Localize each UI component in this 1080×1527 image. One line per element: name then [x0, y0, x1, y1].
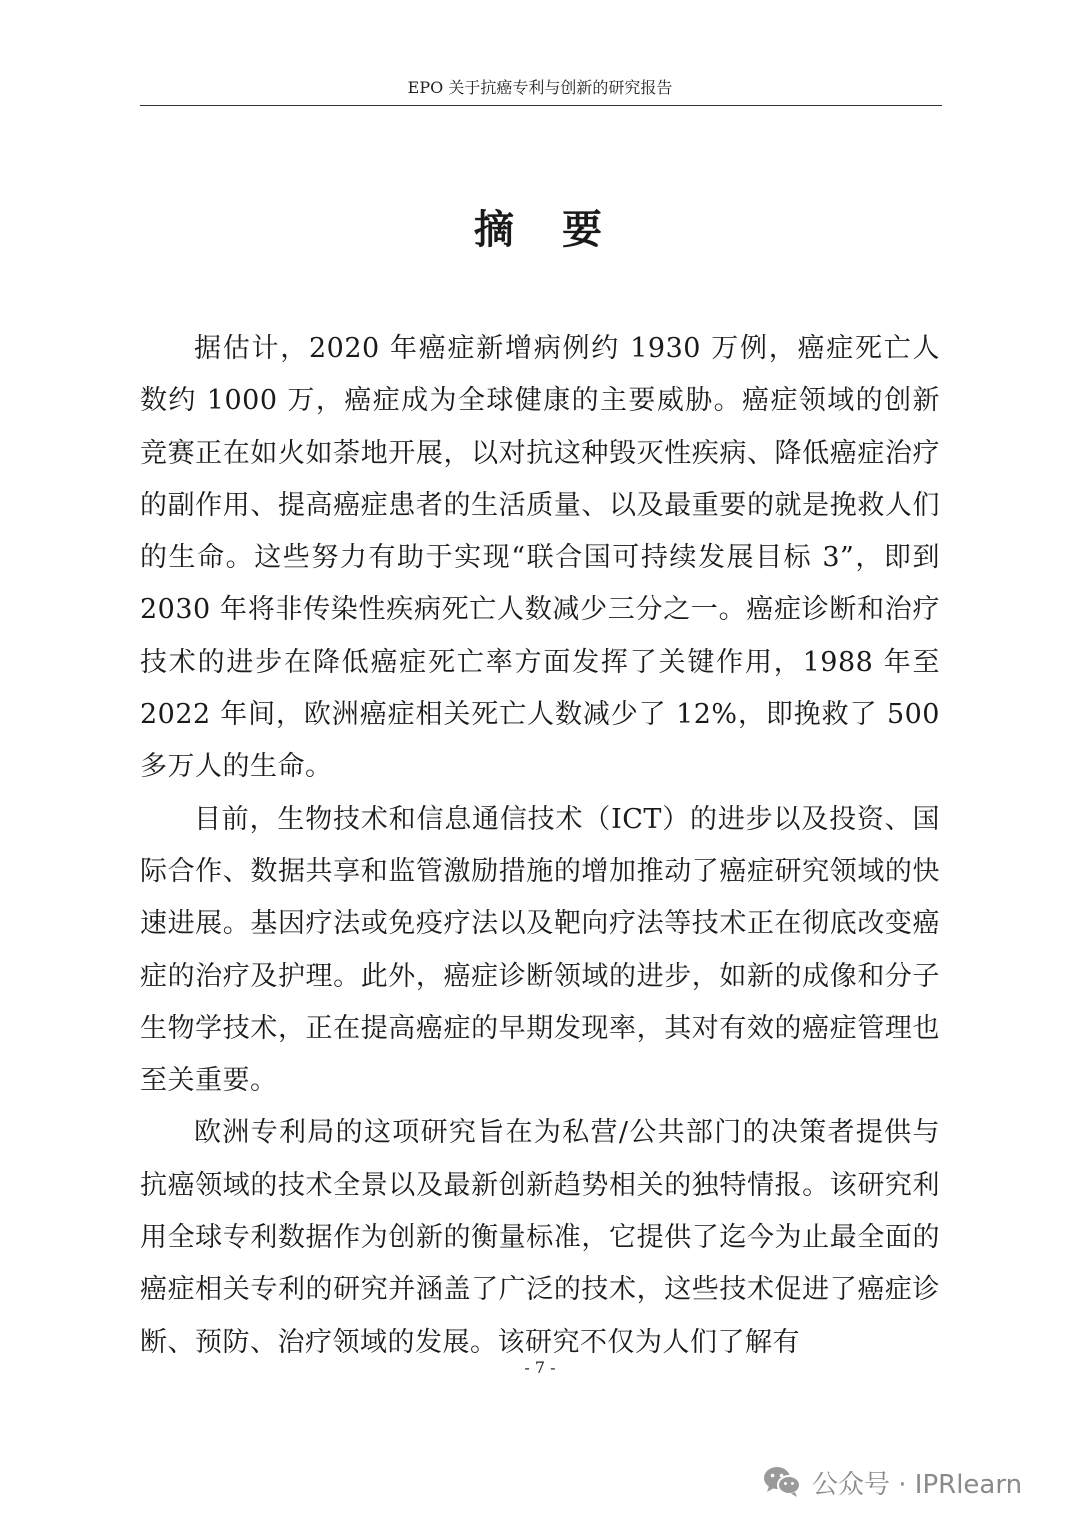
- header-rule: [140, 105, 942, 106]
- running-header: EPO 关于抗癌专利与创新的研究报告: [407, 78, 673, 97]
- page-title: 摘 要: [474, 206, 606, 253]
- body-text: [140, 323, 940, 1369]
- page-number: - 7 -: [524, 1358, 556, 1377]
- watermark: [762, 1462, 1022, 1502]
- paragraph-2: 目前，生物技术和信息通信技术（ICT）的进步以及投资、国际合作、数据共享和监管激励措施的增加推动了癌症研究领域的快速进展。基因疗法或免疫疗法以及靶向疗法等技术正在彻底改变癌症的治疗及护理。此外，癌症诊断领域的进步，如新的成像和分子生物学技术，正在提高癌症的早期发现率，其对有效的癌症管理也至关重要。: [140, 803, 940, 1097]
- watermark-text: 公众号 · IPRlearn: [812, 1469, 1023, 1500]
- wechat-icon: [762, 1465, 802, 1499]
- paragraph-3: 欧洲专利局的这项研究旨在为私营/公共部门的决策者提供与抗癌领域的技术全景以及最新创新趋势相关的独特情报。该研究利用全球专利数据作为创新的衡量标准，它提供了迄今为止最全面的癌症相关专利的研究并涵盖了广泛的技术，这些技术促进了癌症诊断、预防、治疗领域的发展。该研究不仅为人们了解有: [140, 1117, 940, 1358]
- paragraph-1: 据估计，2020 年癌症新增病例约 1930 万例，癌症死亡人数约 1000 万，癌症成为全球健康的主要威胁。癌症领域的创新竞赛正在如火如荼地开展，以对抗这种毁灭性疾病、降低癌症治疗的副作用、提高癌症患者的生活质量、以及最重要的就是挽救人们的生命。这些努力有助于实现“联合国可持续发展目标 3”，即到 2030 年将非传染性疾病死亡人数减少三分之一。癌症诊断和治疗技术的进步在降低癌症死亡率方面发挥了关键作用，1988 年至 2022 年间，欧洲癌症相关死亡人数减少了 12%，即挽救了 500 多万人的生命。: [140, 333, 940, 783]
